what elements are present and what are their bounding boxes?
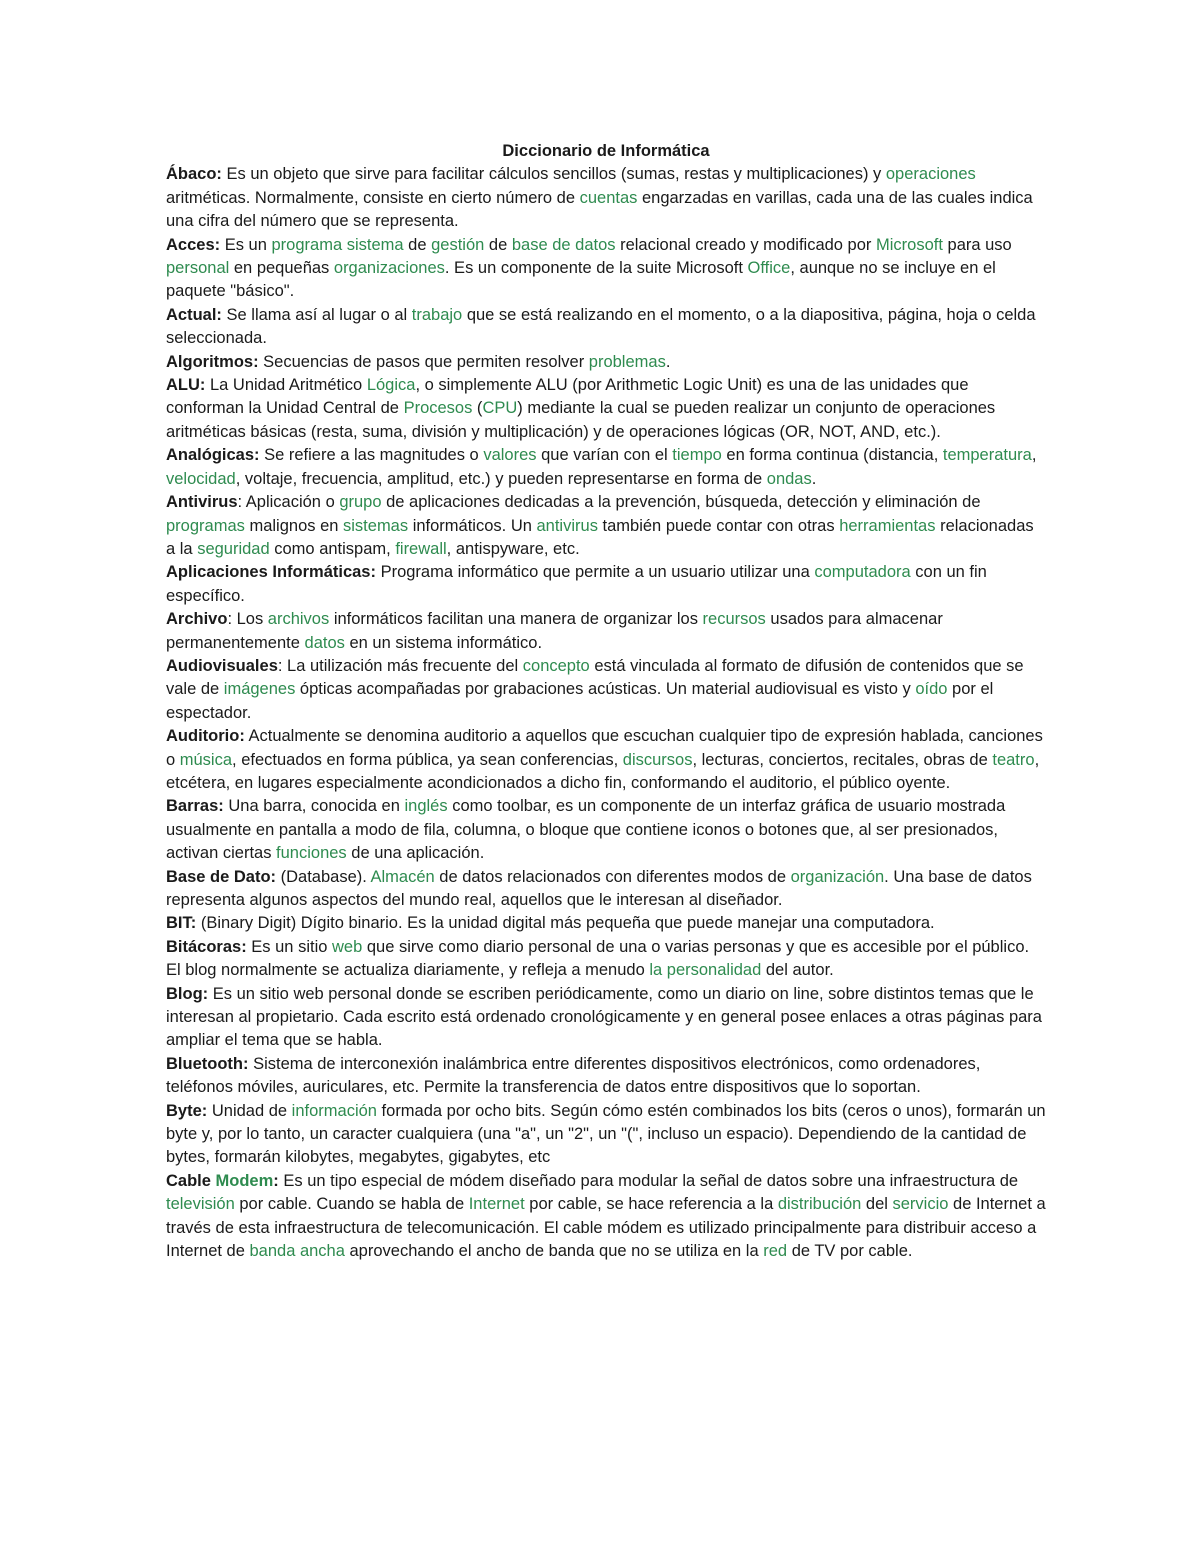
entry-term: Ábaco: <box>166 165 222 184</box>
entry-text: (Binary Digit) Dígito binario. Es la unidad digital más pequeña que puede manejar una computadora. <box>196 914 935 933</box>
entry-text: de datos relacionados con diferentes modos de <box>434 867 791 886</box>
entry-text: como toolbar, es un componente de un interfaz gráfica de usuario mostrada usualmente en pantalla a modo de fila, columna, o bloque que contiene iconos o botones que, al ser presionados, activan ciertas <box>166 797 1006 863</box>
inline-link[interactable]: servicio <box>892 1195 949 1214</box>
entry-text: también puede contar con otras <box>597 516 840 535</box>
entry-text: : La utilización más frecuente del <box>277 656 523 675</box>
entry-text: está vinculada al formato de difusión de contenidos que se vale de <box>166 656 1024 699</box>
inline-link[interactable]: Microsoft <box>876 235 943 254</box>
entry-text: (Database). <box>276 867 371 886</box>
inline-link[interactable]: información <box>291 1101 377 1120</box>
inline-link[interactable]: distribución <box>777 1195 862 1214</box>
inline-link[interactable]: base de datos <box>511 235 616 254</box>
glossary-entry <box>166 561 1046 608</box>
entry-text: por cable. Cuando se habla de <box>234 1195 469 1214</box>
inline-link[interactable]: Procesos <box>403 399 473 418</box>
entry-text: de TV por cable. <box>787 1242 913 1261</box>
inline-link[interactable]: personal <box>166 259 230 278</box>
entry-text: del <box>861 1195 893 1214</box>
inline-link[interactable]: velocidad <box>166 469 236 488</box>
entry-term: Base de Dato: <box>166 867 277 886</box>
entry-text: engarzadas en varillas, cada una de las cuales indica una cifra del número que se representa. <box>166 188 1033 231</box>
inline-link[interactable]: seguridad <box>197 539 270 558</box>
entry-text: , etcétera, en lugares especialmente acondicionados a dicho fin, conformando el auditorio, el público oyente. <box>166 750 1040 792</box>
inline-link[interactable]: herramientas <box>839 516 936 535</box>
entry-text: en un sistema informático. <box>344 633 543 652</box>
entry-text: relacional creado y modificado por <box>615 235 876 254</box>
entry-text: con un fin específico. <box>166 563 987 605</box>
entry-term: Byte: <box>166 1101 208 1120</box>
entry-text: Es un sitio web personal donde se escriben periódicamente, como un diario on line, sobre distintos temas que le interesan al propietario. Cada escrito está ordenado cronológicamente y en general posee enlaces a otras páginas para ampliar el tema que se habla. <box>166 984 1042 1050</box>
inline-link[interactable]: oído <box>915 680 948 699</box>
entry-term: Barras: <box>166 797 224 816</box>
inline-link[interactable]: inglés <box>404 797 448 816</box>
entry-text: en forma continua (distancia, <box>721 446 943 465</box>
inline-link[interactable]: operaciones <box>885 165 976 184</box>
inline-link[interactable]: concepto <box>522 656 590 675</box>
entry-text: para uso <box>942 235 1012 254</box>
entry-text: ópticas acompañadas por grabaciones acústicas. Un material audiovisual es visto y <box>295 680 916 699</box>
inline-link[interactable]: datos <box>304 633 345 652</box>
entry-term: Archivo <box>166 610 228 629</box>
inline-link[interactable]: archivos <box>267 610 330 629</box>
entry-term: Algoritmos: <box>166 352 259 371</box>
entry-text: como antispam, <box>269 539 396 558</box>
inline-link[interactable]: computadora <box>814 563 911 582</box>
entry-text: ) mediante la cual se pueden realizar un conjunto de operaciones aritméticas básicas (resta, suma, división y multiplicación) y de operaciones lógicas (OR, NOT, AND, etc.). <box>166 399 996 441</box>
entry-text: por cable, se hace referencia a la <box>524 1195 778 1214</box>
glossary-entry <box>166 1053 1046 1100</box>
entry-text: Actualmente se denomina auditorio a aquellos que escuchan cualquier tipo de expresión hablada, canciones o <box>166 727 1043 769</box>
glossary-entry <box>166 351 1046 374</box>
inline-link[interactable]: imágenes <box>223 680 296 699</box>
entry-text: formada por ocho bits. Según cómo estén combinados los bits (ceros o unos), formarán un byte y, por lo tanto, un caracter cualquiera (una "a", un "2", un "(", incluso un espacio). Dependiendo de la cantidad de bytes, formarán kilobytes, megabytes, gigabytes, etc <box>166 1101 1046 1167</box>
entry-text: . <box>665 352 671 371</box>
glossary-entry <box>166 983 1046 1053</box>
inline-link[interactable]: discursos <box>622 750 693 769</box>
entry-text: aritméticas. Normalmente, consiste en cierto número de <box>166 188 580 207</box>
inline-link[interactable]: banda ancha <box>249 1242 345 1261</box>
entry-text: Secuencias de pasos que permiten resolver <box>258 352 589 371</box>
document-title: Diccionario de Informática <box>502 142 710 160</box>
entry-term: BIT: <box>166 914 197 933</box>
glossary-entry <box>166 1170 1046 1264</box>
entry-term: Audiovisuales <box>166 656 278 675</box>
entry-text: La Unidad Aritmético <box>205 376 367 395</box>
entry-text: . <box>811 469 817 488</box>
glossary-entries <box>166 163 1046 1263</box>
inline-link[interactable]: trabajo <box>411 305 463 324</box>
entry-text: Es un objeto que sirve para facilitar cálculos sencillos (sumas, restas y multiplicaciones) y <box>221 165 886 184</box>
entry-text: en pequeñas <box>229 259 334 278</box>
entry-text: , efectuados en forma pública, ya sean conferencias, <box>232 750 623 769</box>
glossary-entry <box>166 936 1046 983</box>
entry-text: que varían con el <box>536 446 673 465</box>
inline-link[interactable]: programa sistema <box>271 235 404 254</box>
entry-text: , <box>1031 446 1037 465</box>
inline-link[interactable]: grupo <box>339 493 382 512</box>
entry-text: de aplicaciones dedicadas a la prevención, búsqueda, detección y eliminación de <box>381 493 981 512</box>
inline-link[interactable]: gestión <box>431 235 485 254</box>
inline-link[interactable]: red <box>763 1242 788 1261</box>
entry-text: Se llama así al lugar o al <box>221 305 412 324</box>
entry-text: : Los <box>227 610 268 629</box>
entry-term-link[interactable]: Modem <box>215 1171 274 1190</box>
entry-text: Unidad de <box>207 1101 292 1120</box>
inline-link[interactable]: valores <box>483 446 537 465</box>
inline-link[interactable]: sistemas <box>343 516 409 535</box>
entry-text: . Es un componente de la suite Microsoft <box>444 259 748 278</box>
entry-term: Auditorio: <box>166 727 245 746</box>
entry-term: Acces: <box>166 235 221 254</box>
inline-link[interactable]: CPU <box>482 399 518 418</box>
inline-link[interactable]: música <box>179 750 233 769</box>
glossary-entry <box>166 374 1046 444</box>
entry-text: informáticos. Un <box>408 516 537 535</box>
entry-text: de <box>403 235 432 254</box>
entry-text: , lecturas, conciertos, recitales, obras de <box>692 750 993 769</box>
inline-link[interactable]: Internet <box>468 1195 525 1214</box>
glossary-entry <box>166 725 1046 795</box>
inline-link[interactable]: programas <box>166 516 245 535</box>
inline-link[interactable]: firewall <box>395 539 447 558</box>
entry-text: de una aplicación. <box>346 844 485 863</box>
glossary-entry <box>166 163 1046 233</box>
inline-link[interactable]: web <box>332 937 363 956</box>
entry-term: Bitácoras: <box>166 937 247 956</box>
entry-text: informáticos facilitan una manera de organizar los <box>329 610 703 629</box>
entry-text: Programa informático que permite a un usuario utilizar una <box>375 563 815 582</box>
entry-text: Es un tipo especial de módem diseñado para modular la señal de datos sobre una infraestructura de <box>278 1171 1019 1190</box>
entry-text: de <box>484 235 512 254</box>
entry-text: . Una base de datos representa algunos aspectos del mundo real, aquellos que le interesan al diseñador. <box>166 867 1032 909</box>
entry-text: , o simplemente ALU (por Arithmetic Logic Unit) es una de las unidades que conforman la Unidad Central de <box>166 376 969 418</box>
glossary-entry <box>166 234 1046 304</box>
inline-link[interactable]: ondas <box>766 469 812 488</box>
entry-text: del autor. <box>761 961 834 980</box>
inline-link[interactable]: organización <box>790 867 885 886</box>
inline-link[interactable]: teatro <box>992 750 1035 769</box>
inline-link[interactable]: la personalidad <box>649 961 762 980</box>
entry-text: que sirve como diario personal de una o varias personas y que es accesible por el público. El blog normalmente se actualiza diariamente, y refleja a menudo <box>166 937 1030 980</box>
glossary-entry <box>166 1100 1046 1170</box>
entry-text: , antispyware, etc. <box>446 539 580 558</box>
entry-text: Una barra, conocida en <box>223 797 405 816</box>
glossary-entry <box>166 444 1046 491</box>
entry-text: : Aplicación o <box>237 493 340 512</box>
entry-text: de Internet a través de esta infraestructura de telecomunicación. El cable módem es utilizado principalmente para distribuir acceso a Internet de <box>166 1195 1046 1261</box>
entry-term: Actual: <box>166 305 222 324</box>
entry-text: , aunque no se incluye en el paquete "básico". <box>166 259 996 301</box>
inline-link[interactable]: antivirus <box>536 516 598 535</box>
inline-link[interactable]: Office <box>747 259 791 278</box>
entry-text: por el espectador. <box>166 680 994 722</box>
entry-term: Bluetooth: <box>166 1054 249 1073</box>
entry-term: Analógicas: <box>166 446 260 465</box>
entry-text: malignos en <box>244 516 344 535</box>
glossary-entry <box>166 912 1046 935</box>
glossary-entry <box>166 866 1046 913</box>
inline-link[interactable]: temperatura <box>942 446 1032 465</box>
inline-link[interactable]: recursos <box>702 610 766 629</box>
entry-text: que se está realizando en el momento, o a la diapositiva, página, hoja o celda seleccionada. <box>166 305 1036 348</box>
entry-text: relacionadas a la <box>166 516 1034 558</box>
glossary-entry <box>166 608 1046 655</box>
entry-term: : <box>273 1171 279 1190</box>
entry-term: Aplicaciones Informáticas: <box>166 563 376 582</box>
inline-link[interactable]: organizaciones <box>333 259 445 278</box>
inline-link[interactable]: funciones <box>276 844 347 863</box>
inline-link[interactable]: Almacén <box>370 867 435 886</box>
entry-text: usados para almacenar permanentemente <box>166 610 943 652</box>
entry-text: Sistema de interconexión inalámbrica entre diferentes dispositivos electrónicos, como ordenadores, teléfonos móviles, auriculares, etc. Permite la transferencia de datos entre dispositivos que lo soportan. <box>166 1054 981 1097</box>
inline-link[interactable]: tiempo <box>672 446 722 465</box>
inline-link[interactable]: cuentas <box>579 188 638 207</box>
entry-text: , voltaje, frecuencia, amplitud, etc.) y pueden representarse en forma de <box>235 469 767 488</box>
inline-link[interactable]: problemas <box>588 352 666 371</box>
glossary-entry <box>166 795 1046 865</box>
inline-link[interactable]: televisión <box>166 1195 235 1214</box>
glossary-entry <box>166 655 1046 725</box>
entry-text: Es un <box>220 235 272 254</box>
entry-text: Es un sitio <box>246 937 332 956</box>
entry-term: Cable <box>166 1171 216 1190</box>
entry-text: ( <box>472 399 483 418</box>
entry-term: Blog: <box>166 984 209 1003</box>
glossary-entry <box>166 491 1046 561</box>
entry-term: Antivirus <box>166 493 238 512</box>
inline-link[interactable]: Lógica <box>366 376 416 395</box>
entry-text: Se refiere a las magnitudes o <box>259 446 484 465</box>
document-page <box>166 140 1046 1264</box>
entry-term: ALU: <box>166 376 206 395</box>
glossary-entry <box>166 304 1046 351</box>
entry-text: aprovechando el ancho de banda que no se utiliza en la <box>344 1242 764 1261</box>
